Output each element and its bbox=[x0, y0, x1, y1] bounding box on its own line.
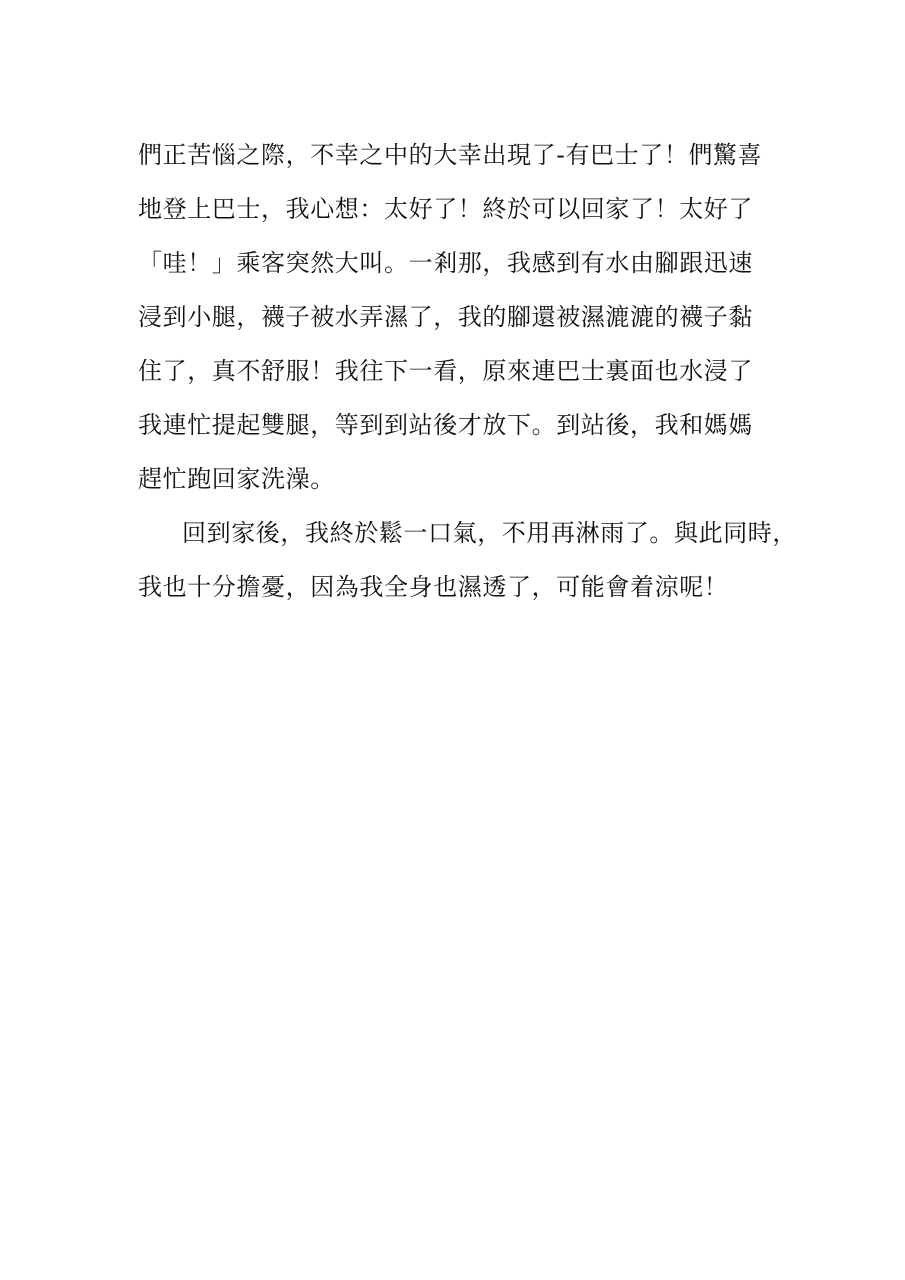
text-line: 們正苦惱之際，不幸之中的大幸出現了-有巴士了！們驚喜 bbox=[138, 141, 763, 169]
text-line: 浸到小腿，襪子被水弄濕了，我的腳還被濕漉漉的襪子黏 bbox=[138, 303, 753, 331]
text-line: 住了，真不舒服！我往下一看，原來連巴士裏面也水浸了 bbox=[138, 357, 753, 385]
paragraph-start-line: 回到家後，我終於鬆一口氣，不用再淋雨了。與此同時， bbox=[182, 519, 797, 547]
body-text bbox=[138, 128, 798, 614]
text-line: 「哇！」乘客突然大叫。一剎那，我感到有水由腳跟迅速 bbox=[138, 249, 753, 277]
text-line: 我也十分擔憂，因為我全身也濕透了，可能會着涼呢！ bbox=[138, 573, 729, 601]
text-line: 我連忙提起雙腿，等到到站後才放下。到站後，我和媽媽 bbox=[138, 411, 753, 439]
text-line: 趕忙跑回家洗澡。 bbox=[138, 465, 335, 493]
text-line: 地登上巴士，我心想：太好了！終於可以回家了！太好了 bbox=[138, 195, 753, 223]
